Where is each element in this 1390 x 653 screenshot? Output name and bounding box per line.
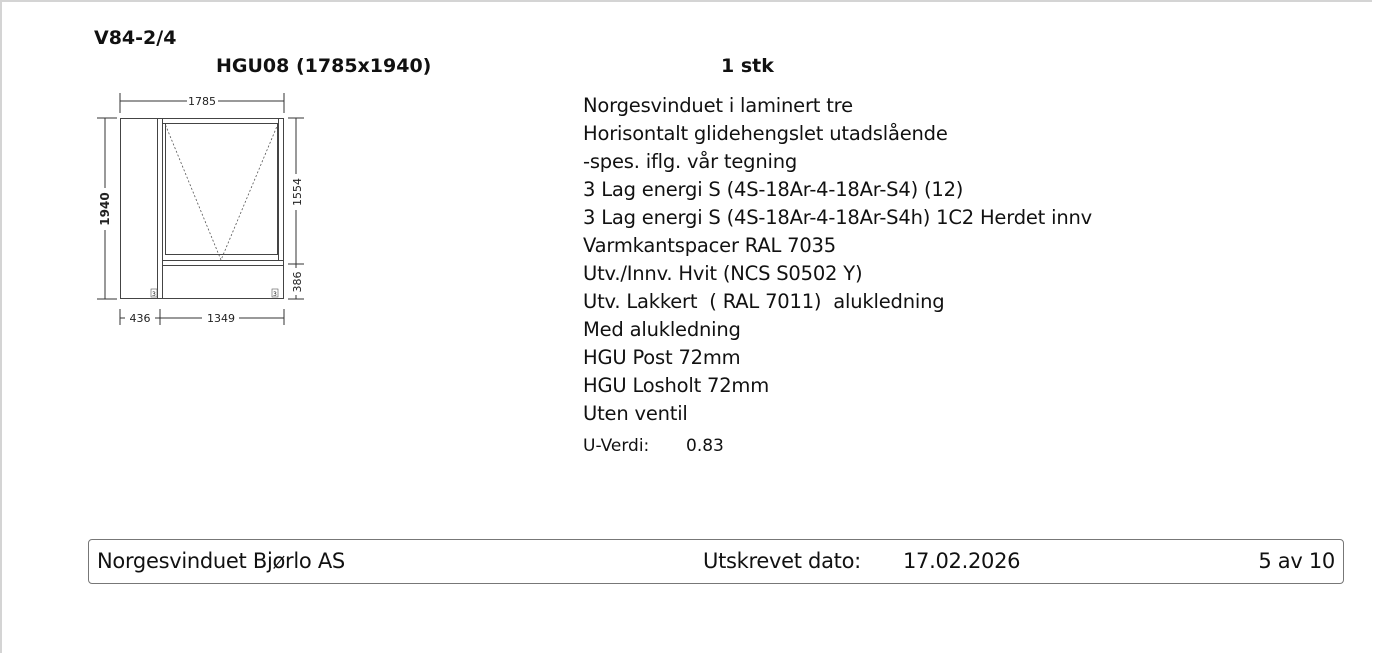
dim-lower-height: 386 [291, 271, 304, 293]
spec-line: HGU Losholt 72mm [583, 374, 770, 397]
spec-line: -spes. iflg. vår tegning [583, 150, 798, 173]
dim-total-width: 1785 [188, 95, 216, 108]
spec-line: Norgesvinduet i laminert tre [583, 94, 853, 117]
window-sash [166, 124, 278, 255]
window-drawing [92, 88, 312, 338]
window-outer-frame [121, 119, 284, 299]
spec-line: Horisontalt glidehengslet utadslående [583, 122, 948, 145]
u-value-row [583, 433, 724, 459]
opening-indicator [166, 125, 278, 260]
footer-date-label: Utskrevet dato: [703, 549, 861, 573]
spec-line: 3 Lag energi S (4S-18Ar-4-18Ar-S4) (12) [583, 178, 964, 201]
u-value: 0.83 [686, 436, 724, 456]
dim-upper-height: 1554 [291, 178, 304, 206]
footer-page-number: 5 av 10 [1258, 549, 1335, 573]
dim-total-height: 1940 [98, 192, 112, 226]
spec-line: HGU Post 72mm [583, 346, 741, 369]
u-value-label: U-Verdi: [583, 436, 650, 456]
page-frame-top [0, 0, 1372, 2]
spec-line: Varmkantspacer RAL 7035 [583, 234, 836, 257]
position-code: V84-2/4 [94, 27, 177, 49]
spec-line: Med alukledning [583, 318, 741, 341]
page-frame-left [0, 0, 2, 653]
spec-list [583, 92, 1092, 428]
quantity: 1 stk [721, 55, 774, 77]
spec-line: Utv./Innv. Hvit (NCS S0502 Y) [583, 262, 863, 285]
dim-left-width: 436 [129, 312, 151, 325]
dim-right-width: 1349 [207, 312, 235, 325]
pane-mark-left: 3 [152, 291, 156, 298]
spec-line: Uten ventil [583, 402, 688, 425]
footer-company: Norgesvinduet Bjørlo AS [97, 549, 345, 573]
spec-line: Utv. Lakkert ( RAL 7011) alukledning [583, 290, 945, 313]
footer-date-value: 17.02.2026 [903, 549, 1021, 573]
spec-line: 3 Lag energi S (4S-18Ar-4-18Ar-S4h) 1C2 Herdet innv [583, 206, 1092, 229]
product-code: HGU08 (1785x1940) [216, 55, 432, 77]
pane-mark-right: 3 [273, 291, 277, 298]
page-footer [88, 539, 1344, 584]
